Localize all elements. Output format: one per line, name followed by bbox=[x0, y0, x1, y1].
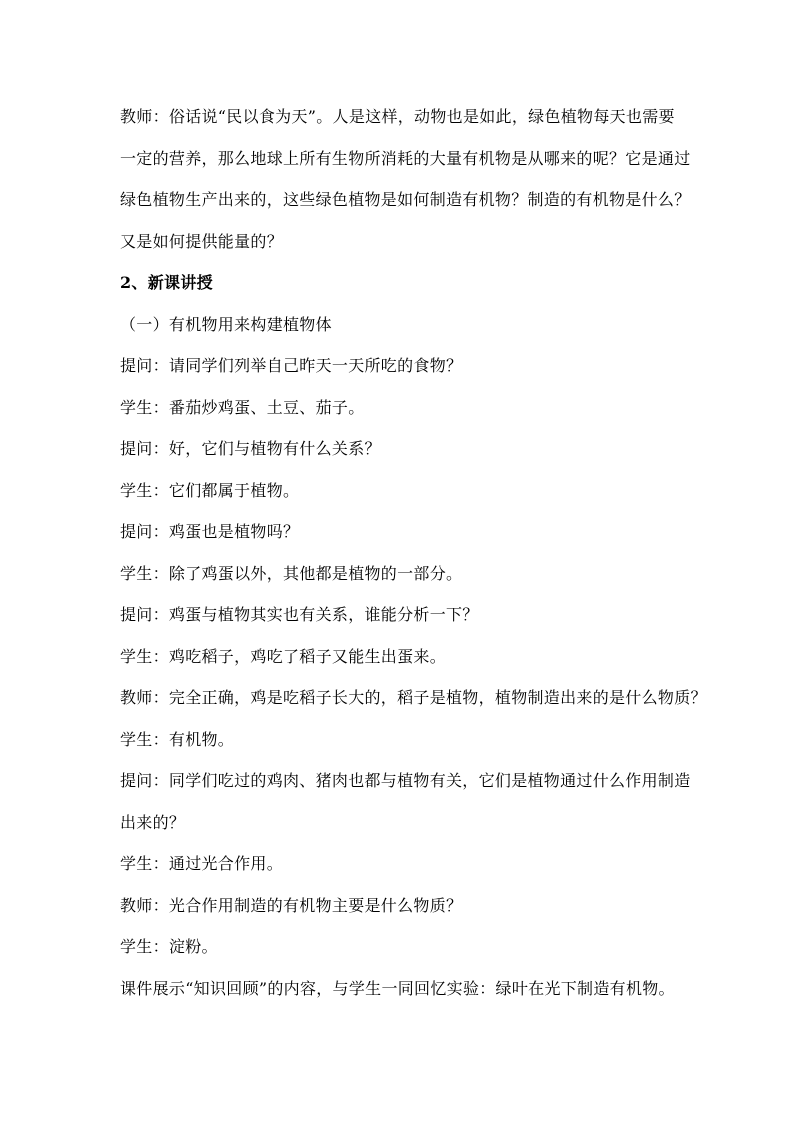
paragraph-line: 绿色植物生产出来的，这些绿色植物是如何制造有机物？制造的有机物是什么？ bbox=[120, 190, 691, 209]
question-line: 提问：同学们吃过的鸡肉、猪肉也都与植物有关，它们是植物通过什么作用制造 bbox=[120, 771, 691, 790]
paragraph-line: 又是如何提供能量的？ bbox=[120, 232, 284, 251]
courseware-line: 课件展示“知识回顾”的内容，与学生一同回忆实验：绿叶在光下制造有机物。 bbox=[120, 979, 675, 998]
question-line-continued: 出来的？ bbox=[120, 813, 186, 832]
teacher-line: 教师：光合作用制造的有机物主要是什么物质？ bbox=[120, 896, 463, 915]
subsection-heading: （一）有机物用来构建植物体 bbox=[120, 315, 332, 334]
teacher-line: 教师：完全正确，鸡是吃稻子长大的，稻子是植物，植物制造出来的是什么物质？ bbox=[120, 688, 707, 707]
student-line: 学生：番茄炒鸡蛋、土豆、茄子。 bbox=[120, 398, 365, 417]
paragraph-line: 一定的营养，那么地球上所有生物所消耗的大量有机物是从哪来的呢？它是通过 bbox=[120, 149, 691, 168]
student-line: 学生：除了鸡蛋以外，其他都是植物的一部分。 bbox=[120, 564, 463, 583]
student-line: 学生：它们都属于植物。 bbox=[120, 481, 300, 500]
student-line: 学生：通过光合作用。 bbox=[120, 854, 284, 873]
student-line: 学生：有机物。 bbox=[120, 730, 235, 749]
paragraph-line: 教师：俗话说“民以食为天”。人是这样，动物也是如此，绿色植物每天也需要 bbox=[120, 107, 675, 126]
question-line: 提问：请同学们列举自己昨天一天所吃的食物？ bbox=[120, 356, 463, 375]
question-line: 提问：好，它们与植物有什么关系？ bbox=[120, 439, 381, 458]
question-line: 提问：鸡蛋也是植物吗？ bbox=[120, 522, 300, 541]
question-line: 提问：鸡蛋与植物其实也有关系，谁能分析一下？ bbox=[120, 605, 479, 624]
student-line: 学生：淀粉。 bbox=[120, 937, 218, 956]
student-line: 学生：鸡吃稻子，鸡吃了稻子又能生出蛋来。 bbox=[120, 647, 447, 666]
section-heading: 2、新课讲授 bbox=[120, 273, 213, 292]
